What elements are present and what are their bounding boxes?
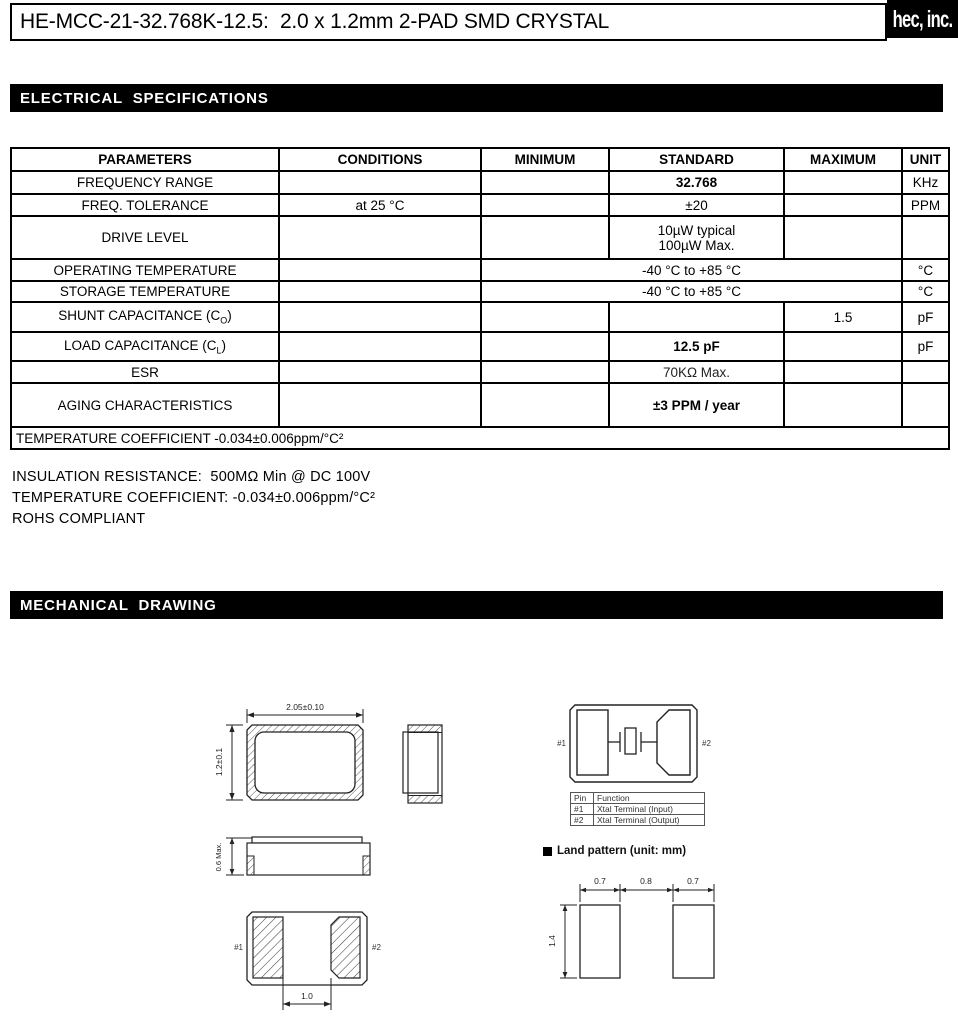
- unit-cell: PPM: [902, 194, 949, 216]
- unit-cell: °C: [902, 259, 949, 281]
- unit-cell: [902, 383, 949, 427]
- schematic-drawing: [540, 695, 730, 790]
- end-view-top-metal: [408, 725, 442, 733]
- land-pad-2: [673, 905, 714, 978]
- land-dim-mid-label: 0.8: [640, 876, 652, 886]
- param-cell: FREQ. TOLERANCE: [11, 194, 279, 216]
- min-cell: [481, 302, 609, 332]
- col-conditions: CONDITIONS: [279, 148, 481, 171]
- pin-function-table: [570, 792, 705, 826]
- schematic-pad-2-label: #2: [702, 739, 711, 748]
- bottom-pad-1: [253, 917, 283, 978]
- pin-1-function: Xtal Terminal (Input): [594, 804, 705, 815]
- max-cell: [784, 332, 902, 361]
- land-dim-right-label: 0.7: [687, 876, 699, 886]
- row-drive-level: [11, 216, 949, 259]
- max-cell: 1.5: [784, 302, 902, 332]
- cond-cell: [279, 171, 481, 194]
- logo-text: hec, inc.: [892, 5, 953, 32]
- cond-cell: [279, 259, 481, 281]
- pin-table-header-row: [571, 793, 705, 804]
- param-cell: ESR: [11, 361, 279, 383]
- std-line-1: 10µW typical: [657, 222, 736, 238]
- square-bullet-icon: [543, 847, 552, 856]
- max-cell: [784, 383, 902, 427]
- side-view-lid: [252, 837, 362, 843]
- cond-cell: [279, 281, 481, 302]
- electrical-specifications-banner: [10, 84, 943, 112]
- unit-cell: °C: [902, 281, 949, 302]
- min-cell: [481, 216, 609, 259]
- end-view-body: [408, 725, 442, 803]
- land-dim-left-label: 0.7: [594, 876, 606, 886]
- param-cell: AGING CHARACTERISTICS: [11, 383, 279, 427]
- min-cell: [481, 361, 609, 383]
- unit-cell: [902, 361, 949, 383]
- row-esr: [11, 361, 949, 383]
- col-maximum: MAXIMUM: [784, 148, 902, 171]
- side-view-left-pad: [247, 856, 254, 875]
- std-cell: 12.5 pF: [609, 332, 784, 361]
- std-cell: [609, 302, 784, 332]
- unit-cell: KHz: [902, 171, 949, 194]
- mechanical-drawing-banner: [10, 591, 943, 619]
- note-rohs-compliant: ROHS COMPLIANT: [12, 511, 146, 527]
- min-cell: [481, 332, 609, 361]
- schematic-pad-1-label: #1: [557, 739, 566, 748]
- min-cell: [481, 383, 609, 427]
- side-view-body: [247, 843, 370, 875]
- temp-coeff-cell: TEMPERATURE COEFFICIENT -0.034±0.006ppm/°C²: [11, 427, 949, 449]
- land-height-dim-label: 1.4: [547, 935, 557, 947]
- bottom-view-drawing: [210, 900, 410, 1034]
- range-cell: -40 °C to +85 °C: [481, 281, 902, 302]
- mechanical-banner-label: MECHANICAL DRAWING: [20, 596, 217, 614]
- pin-row-2: [571, 815, 705, 826]
- min-cell: [481, 171, 609, 194]
- range-cell: -40 °C to +85 °C: [481, 259, 902, 281]
- pin-2-function: Xtal Terminal (Output): [594, 815, 705, 826]
- row-aging-characteristics: [11, 383, 949, 427]
- land-pattern-drawing: [540, 868, 730, 988]
- param-cell: LOAD CAPACITANCE $(C_L)$: [11, 332, 279, 361]
- company-logo: [887, 0, 958, 38]
- col-minimum: MINIMUM: [481, 148, 609, 171]
- min-cell: [481, 194, 609, 216]
- pitch-dim-label: 1.0: [301, 991, 313, 1001]
- unit-cell: pF: [902, 332, 949, 361]
- schematic-pad-2: [657, 710, 690, 775]
- note-insulation-resistance: INSULATION RESISTANCE: 500MΩ Min @ DC 100V: [12, 469, 371, 485]
- row-operating-temperature: [11, 259, 949, 281]
- land-pad-1: [580, 905, 620, 978]
- row-frequency-range: [11, 171, 949, 194]
- unit-cell: [902, 216, 949, 259]
- cond-cell: [279, 361, 481, 383]
- cond-cell: [279, 302, 481, 332]
- load-cap-subscript: L: [216, 345, 222, 356]
- param-cell: DRIVE LEVEL: [11, 216, 279, 259]
- page-title: HE-MCC-21-32.768K-12.5: 2.0 x 1.2mm 2-PAD SMD CRYSTAL: [20, 10, 610, 33]
- cond-cell: [279, 216, 481, 259]
- side-view-height-dim-label: 0.6 Max.: [214, 842, 223, 872]
- pin-1-cell: #1: [571, 804, 594, 815]
- spec-header-row: [11, 148, 949, 171]
- side-view-right-pad: [363, 856, 370, 875]
- top-view-width-dim-label: 2.05±0.10: [286, 702, 324, 712]
- note-temperature-coefficient: TEMPERATURE COEFFICIENT: -0.034±0.006ppm/°C²: [12, 490, 376, 506]
- land-pattern-title: Land pattern (unit: mm): [557, 845, 687, 857]
- col-standard: STANDARD: [609, 148, 784, 171]
- cond-cell: [279, 383, 481, 427]
- std-cell: 32.768: [609, 171, 784, 194]
- param-cell: STORAGE TEMPERATURE: [11, 281, 279, 302]
- pin-col-header: Pin: [571, 793, 594, 804]
- electrical-banner-label: ELECTRICAL SPECIFICATIONS: [20, 89, 269, 107]
- shunt-cap-subscript: O: [220, 315, 228, 326]
- cond-cell: [279, 332, 481, 361]
- schematic-pad-1: [577, 710, 608, 775]
- side-view-drawing: [210, 830, 390, 885]
- row-shunt-capacitance: [11, 302, 949, 332]
- function-col-header: Function: [594, 793, 705, 804]
- std-cell: 70KΩ Max.: [609, 361, 784, 383]
- col-parameters: PARAMETERS: [11, 148, 279, 171]
- row-storage-temperature: [11, 281, 949, 302]
- top-view-height-dim-label: 1.2±0.1: [214, 747, 224, 777]
- col-unit: UNIT: [902, 148, 949, 171]
- spec-table: [10, 147, 950, 450]
- std-cell: ±20: [609, 194, 784, 216]
- row-freq-tolerance: [11, 194, 949, 216]
- row-load-capacitance: [11, 332, 949, 361]
- unit-cell: pF: [902, 302, 949, 332]
- max-cell: [784, 194, 902, 216]
- max-cell: [784, 361, 902, 383]
- row-temperature-coefficient: [11, 427, 949, 449]
- pin-row-1: [571, 804, 705, 815]
- max-cell: [784, 216, 902, 259]
- header-title-box: [10, 3, 887, 41]
- param-cell: OPERATING TEMPERATURE: [11, 259, 279, 281]
- top-view-drawing: [210, 695, 460, 810]
- param-cell: SHUNT CAPACITANCE $(C_O)$: [11, 302, 279, 332]
- package-cavity: [255, 732, 355, 793]
- end-view-bottom-metal: [408, 796, 442, 804]
- std-cell: [609, 216, 784, 259]
- bottom-pad-1-label: #1: [234, 943, 243, 952]
- std-line-2: 100µW Max.: [658, 237, 735, 253]
- land-pattern-heading: [543, 845, 686, 857]
- bottom-pad-2-label: #2: [372, 943, 381, 952]
- pin-2-cell: #2: [571, 815, 594, 826]
- crystal-element: [625, 728, 636, 754]
- param-cell: FREQUENCY RANGE: [11, 171, 279, 194]
- max-cell: [784, 171, 902, 194]
- std-cell: ±3 PPM / year: [609, 383, 784, 427]
- notes-block: [12, 467, 375, 530]
- bottom-pad-2: [331, 917, 360, 978]
- cond-cell: at 25 °C: [279, 194, 481, 216]
